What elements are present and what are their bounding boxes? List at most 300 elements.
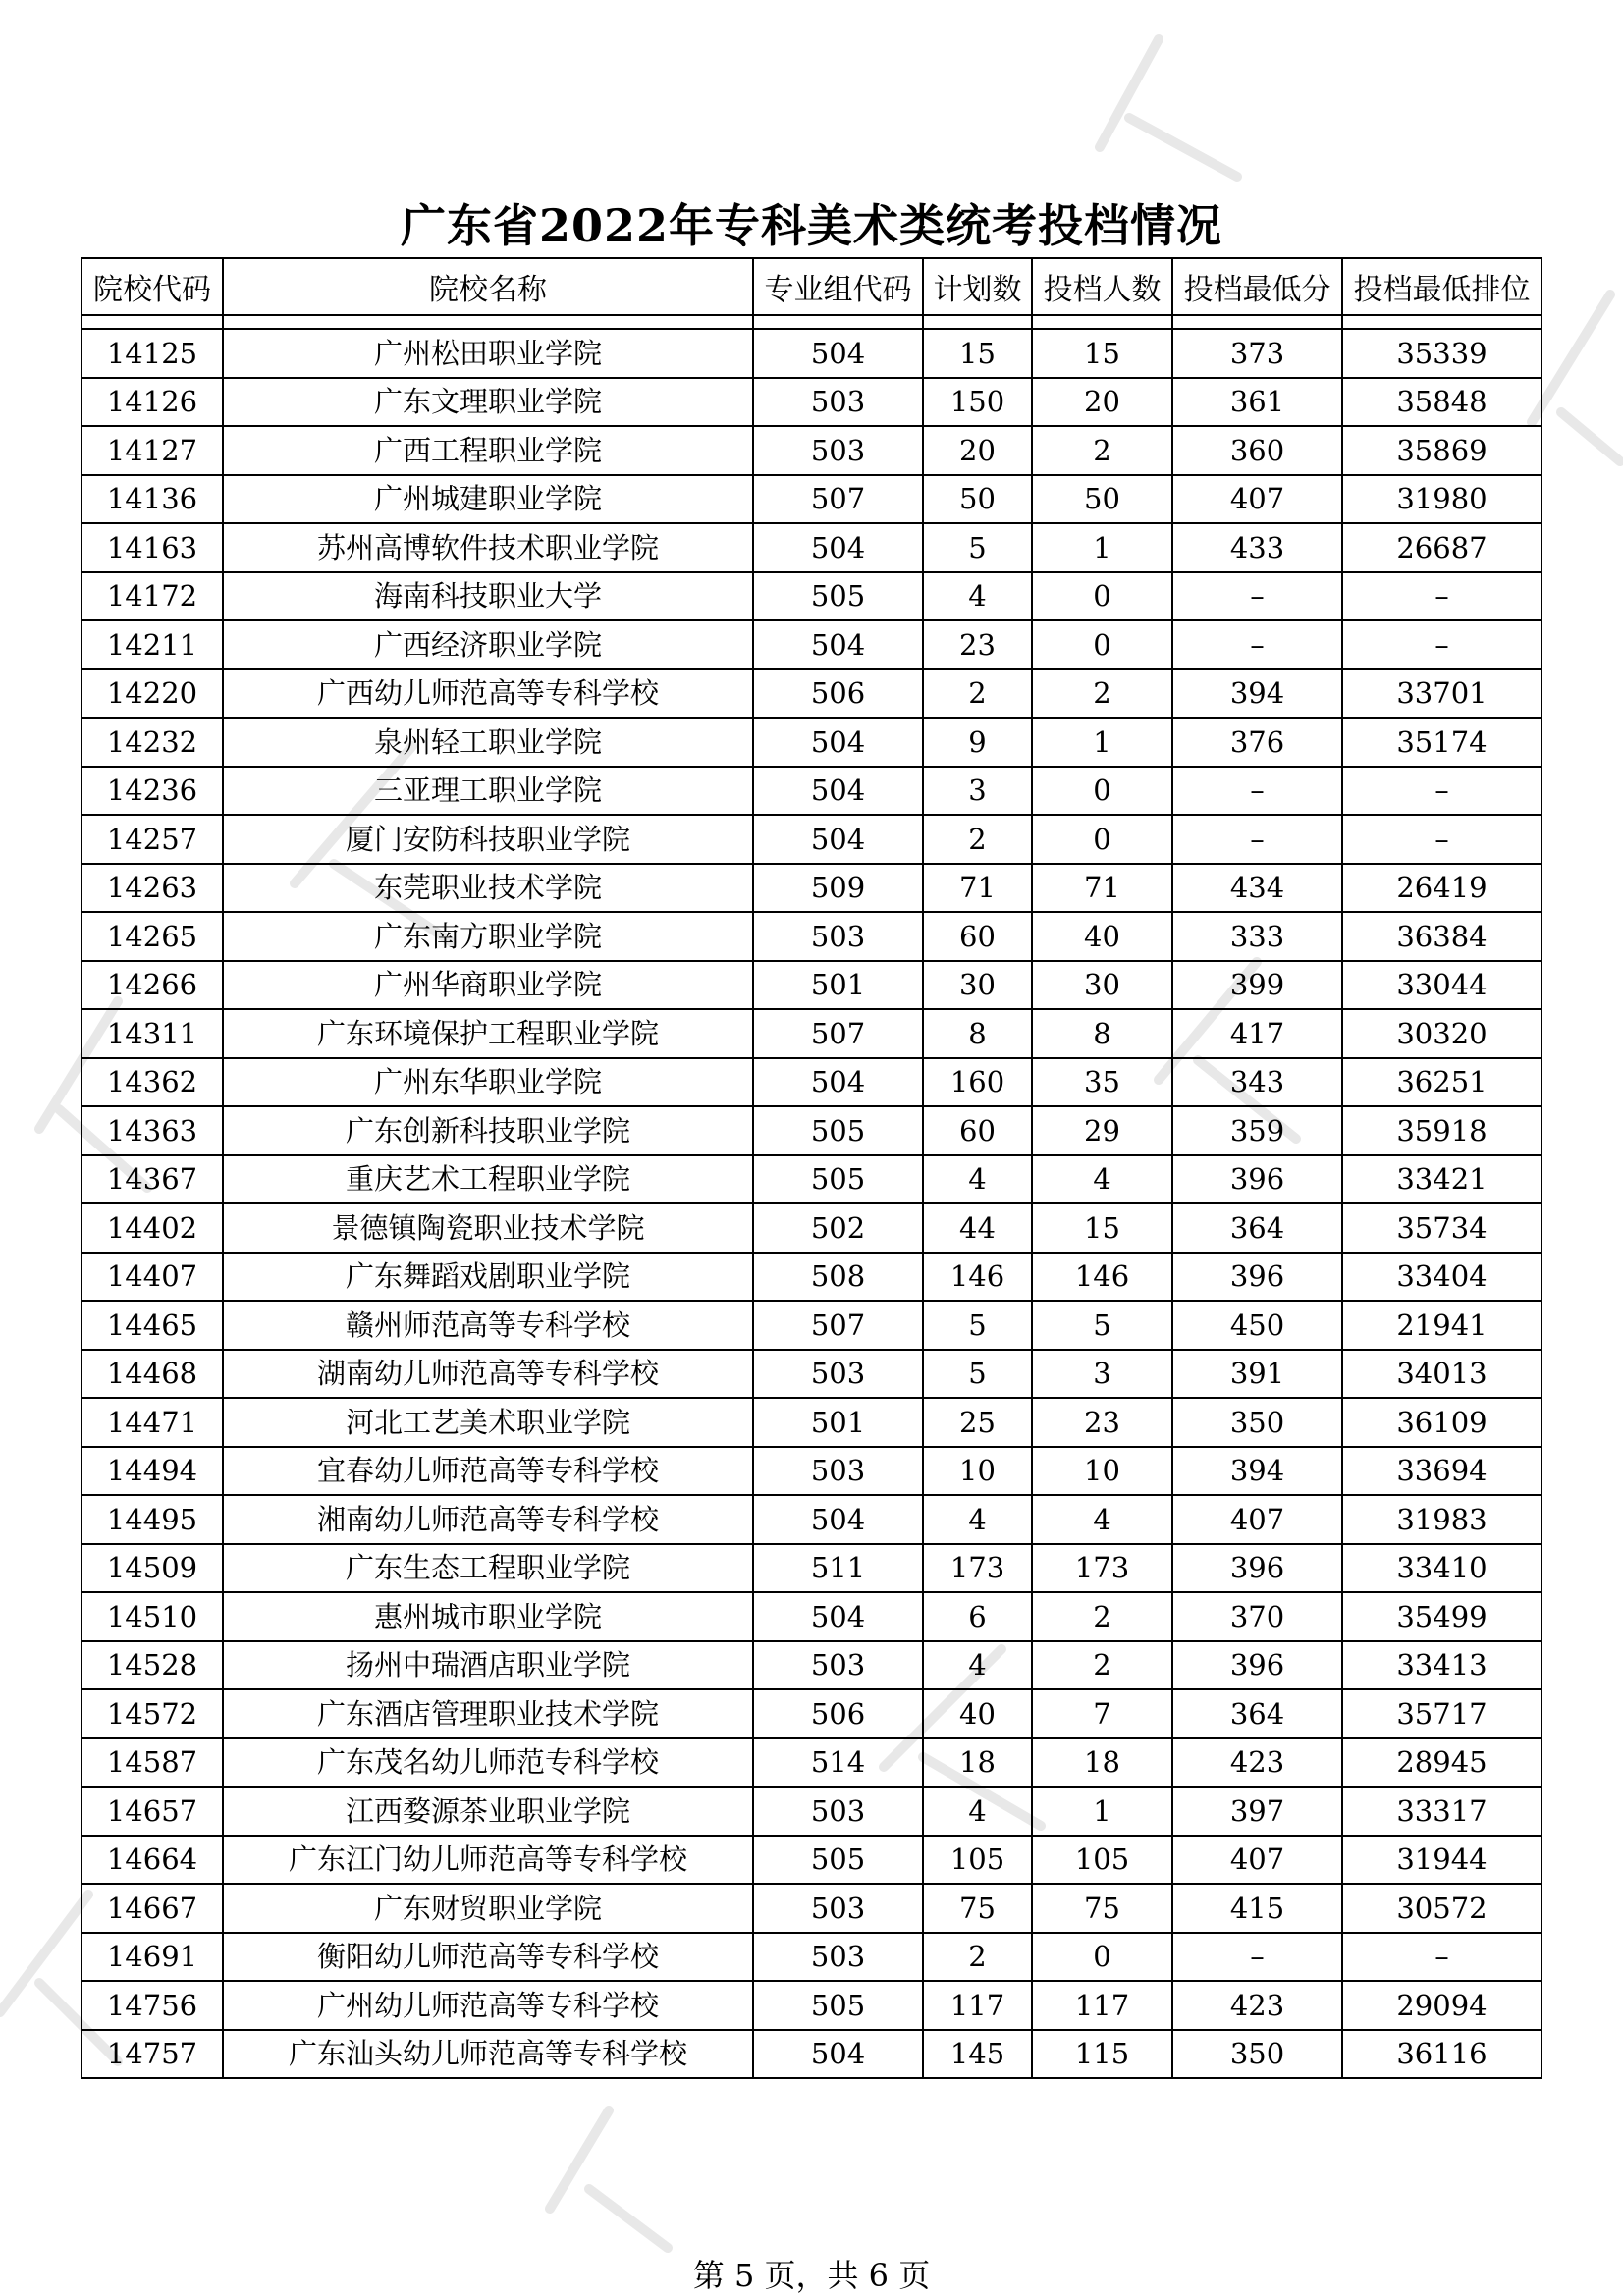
school-name-cell: 湖南幼儿师范高等专科学校 — [223, 1350, 753, 1399]
school-name-cell: 扬州中瑞酒店职业学院 — [223, 1641, 753, 1690]
table-row — [81, 718, 1542, 767]
school-name-cell: 广西幼儿师范高等专科学校 — [223, 669, 753, 719]
admitted-count-cell: 5 — [1032, 1301, 1172, 1350]
school-code-cell: 14257 — [81, 815, 223, 864]
school-code-cell: 14263 — [81, 864, 223, 913]
min-score-cell: 373 — [1172, 329, 1342, 378]
plan-count-cell: 25 — [923, 1398, 1032, 1447]
group-code-cell: 503 — [753, 1641, 923, 1690]
plan-count-cell: 75 — [923, 1884, 1032, 1933]
table-header-row — [81, 258, 1542, 315]
admitted-count-cell: 115 — [1032, 2030, 1172, 2079]
min-rank-cell: 33410 — [1342, 1544, 1542, 1593]
min-score-cell: 434 — [1172, 864, 1342, 913]
admitted-count-cell: 30 — [1032, 961, 1172, 1010]
school-code-cell: 14471 — [81, 1398, 223, 1447]
school-name-cell: 景德镇陶瓷职业技术学院 — [223, 1203, 753, 1253]
min-rank-cell: 26687 — [1342, 523, 1542, 572]
min-rank-cell: 33421 — [1342, 1155, 1542, 1204]
min-score-cell: 370 — [1172, 1592, 1342, 1641]
table-row — [81, 1836, 1542, 1885]
table-row — [81, 1106, 1542, 1155]
group-code-cell: 503 — [753, 1787, 923, 1836]
min-score-cell: 396 — [1172, 1253, 1342, 1302]
admitted-count-cell: 4 — [1032, 1155, 1172, 1204]
min-score-cell: 417 — [1172, 1009, 1342, 1058]
min-rank-cell: 34013 — [1342, 1350, 1542, 1399]
school-name-cell: 广州东华职业学院 — [223, 1058, 753, 1107]
table-row — [81, 572, 1542, 621]
group-code-cell: 504 — [753, 815, 923, 864]
min-score-cell: 360 — [1172, 426, 1342, 475]
group-code-cell: 505 — [753, 1106, 923, 1155]
table-row — [81, 1544, 1542, 1593]
table-row — [81, 1253, 1542, 1302]
plan-count-cell: 5 — [923, 523, 1032, 572]
admission-table — [81, 257, 1542, 2079]
admitted-count-cell: 23 — [1032, 1398, 1172, 1447]
table-row — [81, 475, 1542, 524]
school-code-cell: 14236 — [81, 767, 223, 816]
admitted-count-cell: 3 — [1032, 1350, 1172, 1399]
min-score-cell: 350 — [1172, 2030, 1342, 2079]
table-row — [81, 1738, 1542, 1788]
min-score-cell: 399 — [1172, 961, 1342, 1010]
min-rank-cell: 35848 — [1342, 378, 1542, 427]
plan-count-cell: 5 — [923, 1350, 1032, 1399]
admitted-count-cell: 15 — [1032, 329, 1172, 378]
group-code-cell: 503 — [753, 912, 923, 961]
table-row — [81, 378, 1542, 427]
school-name-cell: 海南科技职业大学 — [223, 572, 753, 621]
admitted-count-cell: 117 — [1032, 1981, 1172, 2030]
admitted-count-cell: 0 — [1032, 815, 1172, 864]
group-code-cell: 505 — [753, 1981, 923, 2030]
min-score-cell: 333 — [1172, 912, 1342, 961]
plan-count-cell: 60 — [923, 1106, 1032, 1155]
min-rank-cell: 36384 — [1342, 912, 1542, 961]
table-row — [81, 1301, 1542, 1350]
school-name-cell: 东莞职业技术学院 — [223, 864, 753, 913]
min-rank-cell: 30572 — [1342, 1884, 1542, 1933]
group-code-cell: 504 — [753, 620, 923, 669]
school-name-cell: 广东江门幼儿师范高等专科学校 — [223, 1836, 753, 1885]
min-rank-cell: – — [1342, 1933, 1542, 1982]
plan-count-cell: 146 — [923, 1253, 1032, 1302]
school-name-cell: 广东环境保护工程职业学院 — [223, 1009, 753, 1058]
school-code-cell: 14587 — [81, 1738, 223, 1788]
table-row — [81, 1689, 1542, 1738]
group-code-cell: 506 — [753, 1689, 923, 1738]
school-code-cell: 14362 — [81, 1058, 223, 1107]
group-code-cell: 509 — [753, 864, 923, 913]
table-row — [81, 1884, 1542, 1933]
admitted-count-cell: 35 — [1032, 1058, 1172, 1107]
table-row — [81, 1009, 1542, 1058]
admitted-count-cell: 2 — [1032, 1641, 1172, 1690]
group-code-cell: 506 — [753, 669, 923, 719]
plan-count-cell: 4 — [923, 1495, 1032, 1544]
table-row — [81, 1398, 1542, 1447]
school-name-cell: 湘南幼儿师范高等专科学校 — [223, 1495, 753, 1544]
school-code-cell: 14757 — [81, 2030, 223, 2079]
page-footer: 第 5 页，共 6 页 — [692, 2257, 931, 2294]
min-score-cell: 407 — [1172, 475, 1342, 524]
school-name-cell: 广东汕头幼儿师范高等专科学校 — [223, 2030, 753, 2079]
admitted-count-cell: 173 — [1032, 1544, 1172, 1593]
plan-count-cell: 8 — [923, 1009, 1032, 1058]
min-score-cell: 433 — [1172, 523, 1342, 572]
min-rank-cell: 35174 — [1342, 718, 1542, 767]
group-code-cell: 504 — [753, 1058, 923, 1107]
plan-count-cell: 4 — [923, 1641, 1032, 1690]
min-score-cell: 407 — [1172, 1836, 1342, 1885]
school-name-cell: 衡阳幼儿师范高等专科学校 — [223, 1933, 753, 1982]
plan-count-cell: 44 — [923, 1203, 1032, 1253]
plan-count-cell: 4 — [923, 1787, 1032, 1836]
table-row — [81, 1641, 1542, 1690]
school-code-cell: 14363 — [81, 1106, 223, 1155]
table-row — [81, 1203, 1542, 1253]
admitted-count-cell: 0 — [1032, 1933, 1172, 1982]
min-score-cell: 396 — [1172, 1544, 1342, 1593]
page-title: 广东省2022年专科美术类统考投档情况 — [400, 199, 1223, 252]
group-code-cell: 503 — [753, 1884, 923, 1933]
school-name-cell: 广州城建职业学院 — [223, 475, 753, 524]
min-rank-cell: 33044 — [1342, 961, 1542, 1010]
admitted-count-cell: 2 — [1032, 1592, 1172, 1641]
school-name-cell: 广东财贸职业学院 — [223, 1884, 753, 1933]
min-score-cell: 364 — [1172, 1689, 1342, 1738]
table-body — [81, 315, 1542, 2078]
min-score-cell: 394 — [1172, 669, 1342, 719]
table-row — [81, 1350, 1542, 1399]
group-code-cell: 504 — [753, 329, 923, 378]
plan-count-cell: 60 — [923, 912, 1032, 961]
min-rank-cell: 35869 — [1342, 426, 1542, 475]
school-code-cell: 14572 — [81, 1689, 223, 1738]
school-name-cell: 惠州城市职业学院 — [223, 1592, 753, 1641]
min-rank-cell: 35339 — [1342, 329, 1542, 378]
school-code-cell: 14367 — [81, 1155, 223, 1204]
header-admitted-count: 投档人数 — [1032, 258, 1172, 315]
school-name-cell: 广西工程职业学院 — [223, 426, 753, 475]
plan-count-cell: 9 — [923, 718, 1032, 767]
table-row — [81, 1447, 1542, 1496]
admitted-count-cell: 2 — [1032, 669, 1172, 719]
plan-count-cell: 2 — [923, 815, 1032, 864]
table-row — [81, 1495, 1542, 1544]
admitted-count-cell: 1 — [1032, 718, 1172, 767]
min-rank-cell: 36109 — [1342, 1398, 1542, 1447]
group-code-cell: 505 — [753, 572, 923, 621]
min-score-cell: – — [1172, 815, 1342, 864]
table-row — [81, 1787, 1542, 1836]
admitted-count-cell: 10 — [1032, 1447, 1172, 1496]
group-code-cell: 503 — [753, 1447, 923, 1496]
group-code-cell: 511 — [753, 1544, 923, 1593]
min-rank-cell: 29094 — [1342, 1981, 1542, 2030]
school-code-cell: 14465 — [81, 1301, 223, 1350]
school-code-cell: 14311 — [81, 1009, 223, 1058]
group-code-cell: 505 — [753, 1155, 923, 1204]
school-code-cell: 14172 — [81, 572, 223, 621]
min-score-cell: 415 — [1172, 1884, 1342, 1933]
school-name-cell: 广东文理职业学院 — [223, 378, 753, 427]
school-code-cell: 14528 — [81, 1641, 223, 1690]
admitted-count-cell: 29 — [1032, 1106, 1172, 1155]
school-code-cell: 14136 — [81, 475, 223, 524]
plan-count-cell: 3 — [923, 767, 1032, 816]
group-code-cell: 504 — [753, 767, 923, 816]
min-rank-cell: 31980 — [1342, 475, 1542, 524]
plan-count-cell: 23 — [923, 620, 1032, 669]
plan-count-cell: 30 — [923, 961, 1032, 1010]
school-name-cell: 广州幼儿师范高等专科学校 — [223, 1981, 753, 2030]
plan-count-cell: 2 — [923, 669, 1032, 719]
admitted-count-cell: 2 — [1032, 426, 1172, 475]
school-name-cell: 重庆艺术工程职业学院 — [223, 1155, 753, 1204]
plan-count-cell: 5 — [923, 1301, 1032, 1350]
admitted-count-cell: 1 — [1032, 523, 1172, 572]
admitted-count-cell: 0 — [1032, 572, 1172, 621]
group-code-cell: 505 — [753, 1836, 923, 1885]
min-score-cell: – — [1172, 620, 1342, 669]
school-code-cell: 14756 — [81, 1981, 223, 2030]
admitted-count-cell: 0 — [1032, 767, 1172, 816]
header-min-score: 投档最低分 — [1172, 258, 1342, 315]
min-rank-cell: 33701 — [1342, 669, 1542, 719]
plan-count-cell: 18 — [923, 1738, 1032, 1788]
table-row — [81, 1155, 1542, 1204]
school-name-cell: 赣州师范高等专科学校 — [223, 1301, 753, 1350]
header-group-code: 专业组代码 — [753, 258, 923, 315]
table-spacer-row — [81, 315, 1542, 329]
group-code-cell: 504 — [753, 523, 923, 572]
min-rank-cell: 35499 — [1342, 1592, 1542, 1641]
plan-count-cell: 4 — [923, 572, 1032, 621]
admitted-count-cell: 15 — [1032, 1203, 1172, 1253]
admitted-count-cell: 40 — [1032, 912, 1172, 961]
plan-count-cell: 6 — [923, 1592, 1032, 1641]
plan-count-cell: 20 — [923, 426, 1032, 475]
min-score-cell: 350 — [1172, 1398, 1342, 1447]
table-row — [81, 1981, 1542, 2030]
school-code-cell: 14468 — [81, 1350, 223, 1399]
school-name-cell: 三亚理工职业学院 — [223, 767, 753, 816]
min-score-cell: 407 — [1172, 1495, 1342, 1544]
table-row — [81, 2030, 1542, 2079]
group-code-cell: 501 — [753, 961, 923, 1010]
school-code-cell: 14402 — [81, 1203, 223, 1253]
min-rank-cell: 35918 — [1342, 1106, 1542, 1155]
school-code-cell: 14125 — [81, 329, 223, 378]
table-row — [81, 1933, 1542, 1982]
plan-count-cell: 40 — [923, 1689, 1032, 1738]
school-code-cell: 14126 — [81, 378, 223, 427]
table-row — [81, 815, 1542, 864]
group-code-cell: 503 — [753, 1350, 923, 1399]
table-row — [81, 620, 1542, 669]
school-name-cell: 广州松田职业学院 — [223, 329, 753, 378]
min-score-cell: 423 — [1172, 1738, 1342, 1788]
min-rank-cell: 21941 — [1342, 1301, 1542, 1350]
min-score-cell: – — [1172, 1933, 1342, 1982]
school-name-cell: 厦门安防科技职业学院 — [223, 815, 753, 864]
min-score-cell: 361 — [1172, 378, 1342, 427]
school-code-cell: 14510 — [81, 1592, 223, 1641]
school-code-cell: 14211 — [81, 620, 223, 669]
school-name-cell: 广东创新科技职业学院 — [223, 1106, 753, 1155]
admitted-count-cell: 0 — [1032, 620, 1172, 669]
plan-count-cell: 2 — [923, 1933, 1032, 1982]
min-score-cell: 394 — [1172, 1447, 1342, 1496]
min-score-cell: 343 — [1172, 1058, 1342, 1107]
school-name-cell: 广东舞蹈戏剧职业学院 — [223, 1253, 753, 1302]
group-code-cell: 502 — [753, 1203, 923, 1253]
school-name-cell: 广东茂名幼儿师范专科学校 — [223, 1738, 753, 1788]
group-code-cell: 503 — [753, 426, 923, 475]
school-name-cell: 苏州高博软件技术职业学院 — [223, 523, 753, 572]
school-code-cell: 14509 — [81, 1544, 223, 1593]
min-score-cell: 397 — [1172, 1787, 1342, 1836]
school-name-cell: 宜春幼儿师范高等专科学校 — [223, 1447, 753, 1496]
school-name-cell: 广州华商职业学院 — [223, 961, 753, 1010]
min-rank-cell: 31983 — [1342, 1495, 1542, 1544]
min-score-cell: 391 — [1172, 1350, 1342, 1399]
group-code-cell: 503 — [753, 1933, 923, 1982]
group-code-cell: 514 — [753, 1738, 923, 1788]
school-code-cell: 14232 — [81, 718, 223, 767]
min-score-cell: – — [1172, 767, 1342, 816]
min-score-cell: 376 — [1172, 718, 1342, 767]
group-code-cell: 501 — [753, 1398, 923, 1447]
min-score-cell: 450 — [1172, 1301, 1342, 1350]
admitted-count-cell: 18 — [1032, 1738, 1172, 1788]
school-name-cell: 泉州轻工职业学院 — [223, 718, 753, 767]
school-code-cell: 14657 — [81, 1787, 223, 1836]
group-code-cell: 507 — [753, 1009, 923, 1058]
min-score-cell: 396 — [1172, 1155, 1342, 1204]
min-rank-cell: 35734 — [1342, 1203, 1542, 1253]
table-row — [81, 961, 1542, 1010]
group-code-cell: 503 — [753, 378, 923, 427]
min-score-cell: 364 — [1172, 1203, 1342, 1253]
min-rank-cell: – — [1342, 572, 1542, 621]
min-rank-cell: 33317 — [1342, 1787, 1542, 1836]
min-rank-cell: 36116 — [1342, 2030, 1542, 2079]
school-code-cell: 14127 — [81, 426, 223, 475]
admitted-count-cell: 4 — [1032, 1495, 1172, 1544]
plan-count-cell: 10 — [923, 1447, 1032, 1496]
admitted-count-cell: 20 — [1032, 378, 1172, 427]
table-row — [81, 329, 1542, 378]
school-code-cell: 14667 — [81, 1884, 223, 1933]
table-row — [81, 1592, 1542, 1641]
school-name-cell: 江西婺源茶业职业学院 — [223, 1787, 753, 1836]
header-min-rank: 投档最低排位 — [1342, 258, 1542, 315]
table-row — [81, 523, 1542, 572]
plan-count-cell: 145 — [923, 2030, 1032, 2079]
min-rank-cell: 36251 — [1342, 1058, 1542, 1107]
admitted-count-cell: 146 — [1032, 1253, 1172, 1302]
admitted-count-cell: 50 — [1032, 475, 1172, 524]
school-code-cell: 14266 — [81, 961, 223, 1010]
school-name-cell: 广西经济职业学院 — [223, 620, 753, 669]
plan-count-cell: 117 — [923, 1981, 1032, 2030]
table-row — [81, 912, 1542, 961]
plan-count-cell: 150 — [923, 378, 1032, 427]
min-score-cell: 359 — [1172, 1106, 1342, 1155]
min-rank-cell: 33404 — [1342, 1253, 1542, 1302]
min-score-cell: 423 — [1172, 1981, 1342, 2030]
admitted-count-cell: 71 — [1032, 864, 1172, 913]
min-rank-cell: 33413 — [1342, 1641, 1542, 1690]
plan-count-cell: 160 — [923, 1058, 1032, 1107]
group-code-cell: 504 — [753, 1495, 923, 1544]
table-row — [81, 669, 1542, 719]
group-code-cell: 507 — [753, 1301, 923, 1350]
school-name-cell: 广东酒店管理职业技术学院 — [223, 1689, 753, 1738]
table-row — [81, 767, 1542, 816]
group-code-cell: 504 — [753, 2030, 923, 2079]
group-code-cell: 508 — [753, 1253, 923, 1302]
plan-count-cell: 71 — [923, 864, 1032, 913]
school-code-cell: 14407 — [81, 1253, 223, 1302]
min-rank-cell: 33694 — [1342, 1447, 1542, 1496]
table-row — [81, 864, 1542, 913]
school-code-cell: 14664 — [81, 1836, 223, 1885]
school-code-cell: 14220 — [81, 669, 223, 719]
min-rank-cell: 28945 — [1342, 1738, 1542, 1788]
min-rank-cell: – — [1342, 767, 1542, 816]
table-row — [81, 1058, 1542, 1107]
school-code-cell: 14691 — [81, 1933, 223, 1982]
plan-count-cell: 173 — [923, 1544, 1032, 1593]
school-code-cell: 14163 — [81, 523, 223, 572]
plan-count-cell: 50 — [923, 475, 1032, 524]
header-school-name: 院校名称 — [223, 258, 753, 315]
plan-count-cell: 4 — [923, 1155, 1032, 1204]
min-rank-cell: 30320 — [1342, 1009, 1542, 1058]
header-plan-count: 计划数 — [923, 258, 1032, 315]
min-score-cell: 396 — [1172, 1641, 1342, 1690]
group-code-cell: 504 — [753, 718, 923, 767]
school-code-cell: 14495 — [81, 1495, 223, 1544]
plan-count-cell: 15 — [923, 329, 1032, 378]
table-row — [81, 426, 1542, 475]
admitted-count-cell: 105 — [1032, 1836, 1172, 1885]
admitted-count-cell: 75 — [1032, 1884, 1172, 1933]
plan-count-cell: 105 — [923, 1836, 1032, 1885]
school-code-cell: 14265 — [81, 912, 223, 961]
admitted-count-cell: 7 — [1032, 1689, 1172, 1738]
min-rank-cell: – — [1342, 815, 1542, 864]
school-name-cell: 广东南方职业学院 — [223, 912, 753, 961]
group-code-cell: 504 — [753, 1592, 923, 1641]
min-score-cell: – — [1172, 572, 1342, 621]
min-rank-cell: 35717 — [1342, 1689, 1542, 1738]
school-code-cell: 14494 — [81, 1447, 223, 1496]
min-rank-cell: – — [1342, 620, 1542, 669]
admitted-count-cell: 1 — [1032, 1787, 1172, 1836]
min-rank-cell: 26419 — [1342, 864, 1542, 913]
header-school-code: 院校代码 — [81, 258, 223, 315]
school-name-cell: 广东生态工程职业学院 — [223, 1544, 753, 1593]
group-code-cell: 507 — [753, 475, 923, 524]
admitted-count-cell: 8 — [1032, 1009, 1172, 1058]
school-name-cell: 河北工艺美术职业学院 — [223, 1398, 753, 1447]
